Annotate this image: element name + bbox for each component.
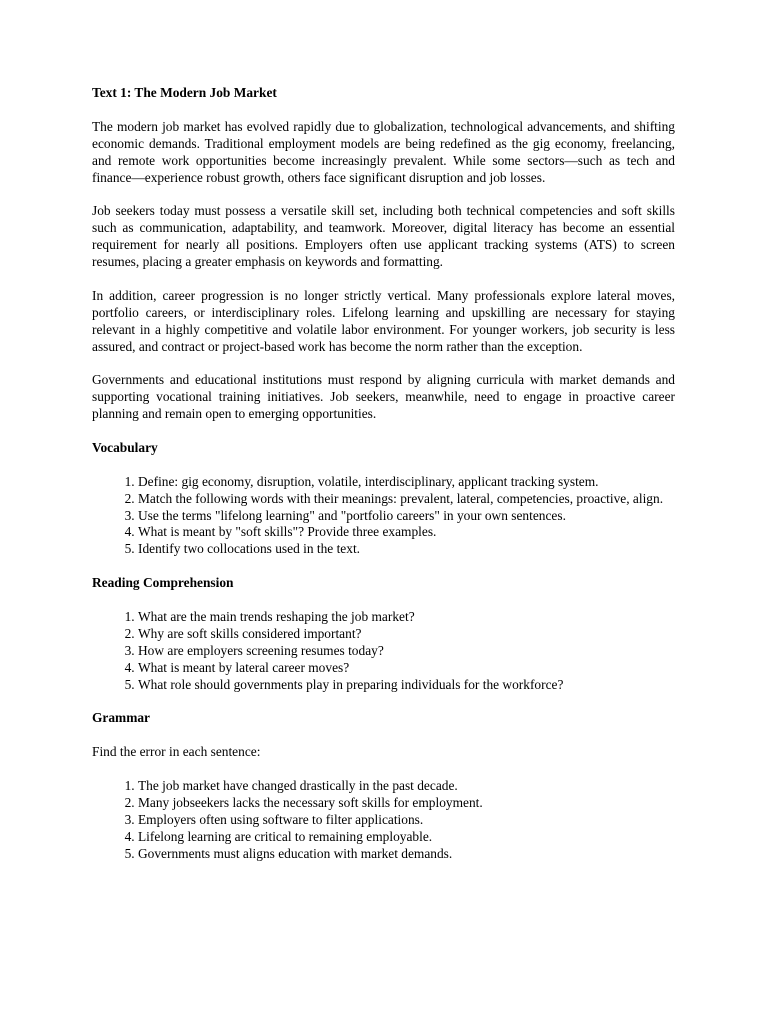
paragraph-2: Job seekers today must possess a versatile skill set, including both technical competencies and soft skills such as communication, adaptability, and teamwork. Moreover, digital literacy has become an essential requirement for nearly all positions. Employers often use applicant tracking systems (ATS) to screen resumes, placing a greater emphasis on keywords and formatting. — [92, 203, 675, 270]
reading-item-4: 4. What is meant by lateral career moves? — [138, 660, 675, 677]
grammar-item-1: 1. The job market have changed drastically in the past decade. — [138, 778, 675, 795]
reading-comprehension-heading: Reading Comprehension — [92, 575, 234, 591]
grammar-item-4: 4. Lifelong learning are critical to remaining employable. — [138, 829, 675, 846]
grammar-item-5: 5. Governments must aligns education with market demands. — [138, 846, 675, 863]
reading-comprehension-list — [92, 609, 675, 694]
grammar-item-3: 3. Employers often using software to filter applications. — [138, 812, 675, 829]
vocabulary-item-4: 4. What is meant by "soft skills"? Provide three examples. — [138, 524, 675, 541]
vocabulary-item-5: 5. Identify two collocations used in the text. — [138, 541, 675, 558]
vocabulary-heading: Vocabulary — [92, 439, 158, 455]
paragraph-3: In addition, career progression is no longer strictly vertical. Many professionals explore lateral moves, portfolio careers, or interdisciplinary roles. Lifelong learning and upskilling are necessary for staying relevant in a highly competitive and volatile labor environment. For younger workers, job security is less assured, and contract or project-based work has become the norm rather than the exception. — [92, 287, 675, 354]
reading-item-3: 3. How are employers screening resumes today? — [138, 643, 675, 660]
grammar-item-2: 2. Many jobseekers lacks the necessary soft skills for employment. — [138, 795, 675, 812]
reading-item-2: 2. Why are soft skills considered important? — [138, 626, 675, 643]
vocabulary-list — [92, 474, 675, 559]
reading-item-1: 1. What are the main trends reshaping the job market? — [138, 609, 675, 626]
grammar-instruction: Find the error in each sentence: — [92, 744, 261, 760]
grammar-heading: Grammar — [92, 710, 151, 726]
document-title: Text 1: The Modern Job Market — [92, 85, 277, 100]
reading-item-5: 5. What role should governments play in preparing individuals for the workforce? — [138, 677, 675, 694]
paragraph-1: The modern job market has evolved rapidly due to globalization, technological advancements, and shifting economic demands. Traditional employment models are being redefined as the gig economy, freelancing, and remote work opportunities become increasingly prevalent. While some sectors—such as tech and finance—experience robust growth, others face significant disruption and job losses. — [92, 118, 675, 185]
paragraph-4: Governments and educational institutions must respond by aligning curricula with market demands and supporting vocational training initiatives. Job seekers, meanwhile, need to engage in proactive career planning and remain open to emerging opportunities. — [92, 372, 675, 422]
document-page — [92, 85, 675, 863]
vocabulary-item-1: 1. Define: gig economy, disruption, volatile, interdisciplinary, applicant tracking system. — [138, 474, 675, 491]
vocabulary-item-2: 2. Match the following words with their meanings: prevalent, lateral, competencies, proactive, align. — [138, 491, 675, 508]
grammar-list — [92, 778, 675, 863]
vocabulary-item-3: 3. Use the terms "lifelong learning" and "portfolio careers" in your own sentences. — [138, 508, 675, 525]
